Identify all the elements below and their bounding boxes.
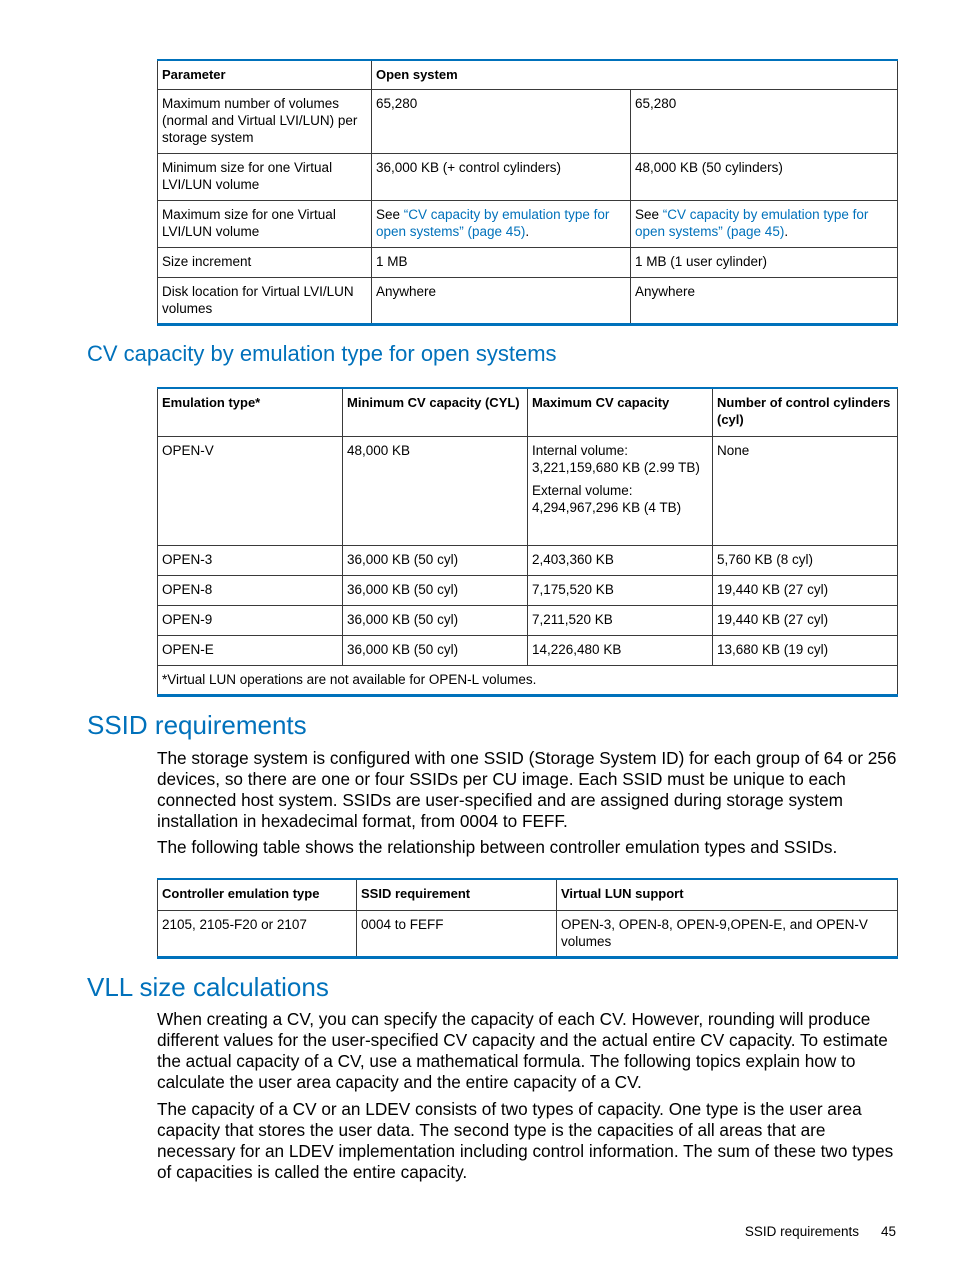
table-cell: Maximum size for one Virtual LVI/LUN volume	[158, 201, 372, 248]
section-heading-ssid: SSID requirements	[87, 710, 307, 740]
table-row	[158, 545, 898, 575]
table-row	[158, 635, 898, 665]
table-cell: 1 MB (1 user cylinder)	[631, 248, 898, 278]
column-header: Virtual LUN support	[557, 879, 898, 910]
table-footnote-row	[158, 665, 898, 695]
table-header-row	[158, 60, 898, 90]
external-volume-capacity: External volume: 4,294,967,296 KB (4 TB)	[532, 482, 682, 515]
table-header-row	[158, 879, 898, 910]
table-header-row	[158, 388, 898, 436]
table-cell: 0004 to FEFF	[357, 910, 557, 957]
table-cell: 36,000 KB (50 cyl)	[343, 635, 528, 665]
table-cell: OPEN-V	[158, 436, 343, 545]
table-cell: 1 MB	[372, 248, 631, 278]
vll-paragraph-1: When creating a CV, you can specify the capacity of each CV. However, rounding will produce different values for the user-specified CV capacity and the actual entire CV capacity. To estimate the actual capacity of a CV, use a mathematical formula. The following topics explain how to calculate the user area capacity and the entire capacity of a CV.	[157, 1009, 888, 1092]
column-header: SSID requirement	[357, 879, 557, 910]
table-cell: Anywhere	[372, 278, 631, 325]
table-cell: 7,211,520 KB	[528, 605, 713, 635]
table-cell: 48,000 KB (50 cylinders)	[631, 154, 898, 201]
table-cell: 36,000 KB (50 cyl)	[343, 545, 528, 575]
cell-prefix: See	[635, 207, 663, 222]
table-cell: 36,000 KB (50 cyl)	[343, 575, 528, 605]
column-header: Minimum CV capacity (CYL)	[343, 388, 528, 436]
cross-reference-link[interactable]: “CV capacity by emulation type for open systems” (page 45)	[635, 207, 869, 239]
column-header: Open system	[372, 60, 898, 90]
table-cell: None	[713, 436, 898, 545]
column-header: Emulation type*	[158, 388, 343, 436]
table-row	[158, 910, 898, 957]
page-number: 45	[880, 1224, 896, 1239]
table-cell: OPEN-3	[158, 545, 343, 575]
table-row	[158, 278, 898, 325]
table-cell: 36,000 KB (+ control cylinders)	[372, 154, 631, 201]
table-cell: 14,226,480 KB	[528, 635, 713, 665]
section-heading-vll: VLL size calculations	[87, 972, 329, 1002]
table-cell: 13,680 KB (19 cyl)	[713, 635, 898, 665]
table-cell: 36,000 KB (50 cyl)	[343, 605, 528, 635]
section-heading-cv-capacity: CV capacity by emulation type for open systems	[87, 341, 557, 366]
table-cell: 19,440 KB (27 cyl)	[713, 575, 898, 605]
table-cell: 2,403,360 KB	[528, 545, 713, 575]
column-header: Controller emulation type	[158, 879, 357, 910]
column-header: Parameter	[158, 60, 372, 90]
internal-volume-capacity: Internal volume: 3,221,159,680 KB (2.99 TB)	[532, 442, 700, 475]
page-footer	[745, 1224, 896, 1239]
table-row	[158, 605, 898, 635]
table-cell: Size increment	[158, 248, 372, 278]
table-cell: OPEN-3, OPEN-8, OPEN-9,OPEN-E, and OPEN-V volumes	[557, 910, 898, 957]
table-cell: 65,280	[631, 90, 898, 154]
table-cell: Anywhere	[631, 278, 898, 325]
table-cell: 19,440 KB (27 cyl)	[713, 605, 898, 635]
cell-suffix: .	[784, 224, 789, 239]
cv-capacity-table	[157, 387, 898, 697]
table-cell: Minimum size for one Virtual LVI/LUN volume	[158, 154, 372, 201]
footer-section-title: SSID requirements	[744, 1224, 859, 1239]
table-footnote: *Virtual LUN operations are not available for OPEN-L volumes.	[158, 665, 898, 695]
cell-prefix: See	[376, 207, 404, 222]
cross-reference-link[interactable]: “CV capacity by emulation type for open systems” (page 45)	[376, 207, 610, 239]
table-cell: OPEN-E	[158, 635, 343, 665]
table-row	[158, 436, 898, 545]
table-row	[158, 90, 898, 154]
column-header: Maximum CV capacity	[528, 388, 713, 436]
table-cell: OPEN-9	[158, 605, 343, 635]
ssid-paragraph-2: The following table shows the relationship between controller emulation types and SSIDs.	[157, 837, 838, 857]
table-cell	[528, 436, 713, 545]
vll-paragraph-2: The capacity of a CV or an LDEV consists of two types of capacity. One type is the user area capacity that stores the user data. The second type is the capacities of all areas that are necessary for an LDEV implementation including control information. The sum of these two types of capacities is called the entire capacity.	[157, 1099, 894, 1182]
table-cell: 48,000 KB	[343, 436, 528, 545]
table-row	[158, 248, 898, 278]
table-cell: 5,760 KB (8 cyl)	[713, 545, 898, 575]
table-row	[158, 154, 898, 201]
table-cell: Maximum number of volumes (normal and Virtual LVI/LUN) per storage system	[158, 90, 372, 154]
table-cell: 7,175,520 KB	[528, 575, 713, 605]
table-cell: Disk location for Virtual LVI/LUN volumes	[158, 278, 372, 325]
parameters-table	[157, 59, 898, 326]
ssid-table	[157, 878, 898, 959]
table-cell	[372, 201, 631, 248]
table-cell	[631, 201, 898, 248]
ssid-paragraph-1: The storage system is configured with one SSID (Storage System ID) for each group of 64 or 256 devices, so there are one or four SSIDs per CU image. Each SSID must be unique to each connected host system. SSIDs are user-specified and are assigned during storage system installation in hexadecimal format, from 0004 to FEFF.	[157, 748, 897, 831]
table-cell: 65,280	[372, 90, 631, 154]
table-cell: OPEN-8	[158, 575, 343, 605]
table-row	[158, 575, 898, 605]
cell-suffix: .	[525, 224, 530, 239]
table-cell: 2105, 2105-F20 or 2107	[158, 910, 357, 957]
table-row	[158, 201, 898, 248]
column-header: Number of control cylinders (cyl)	[713, 388, 898, 436]
